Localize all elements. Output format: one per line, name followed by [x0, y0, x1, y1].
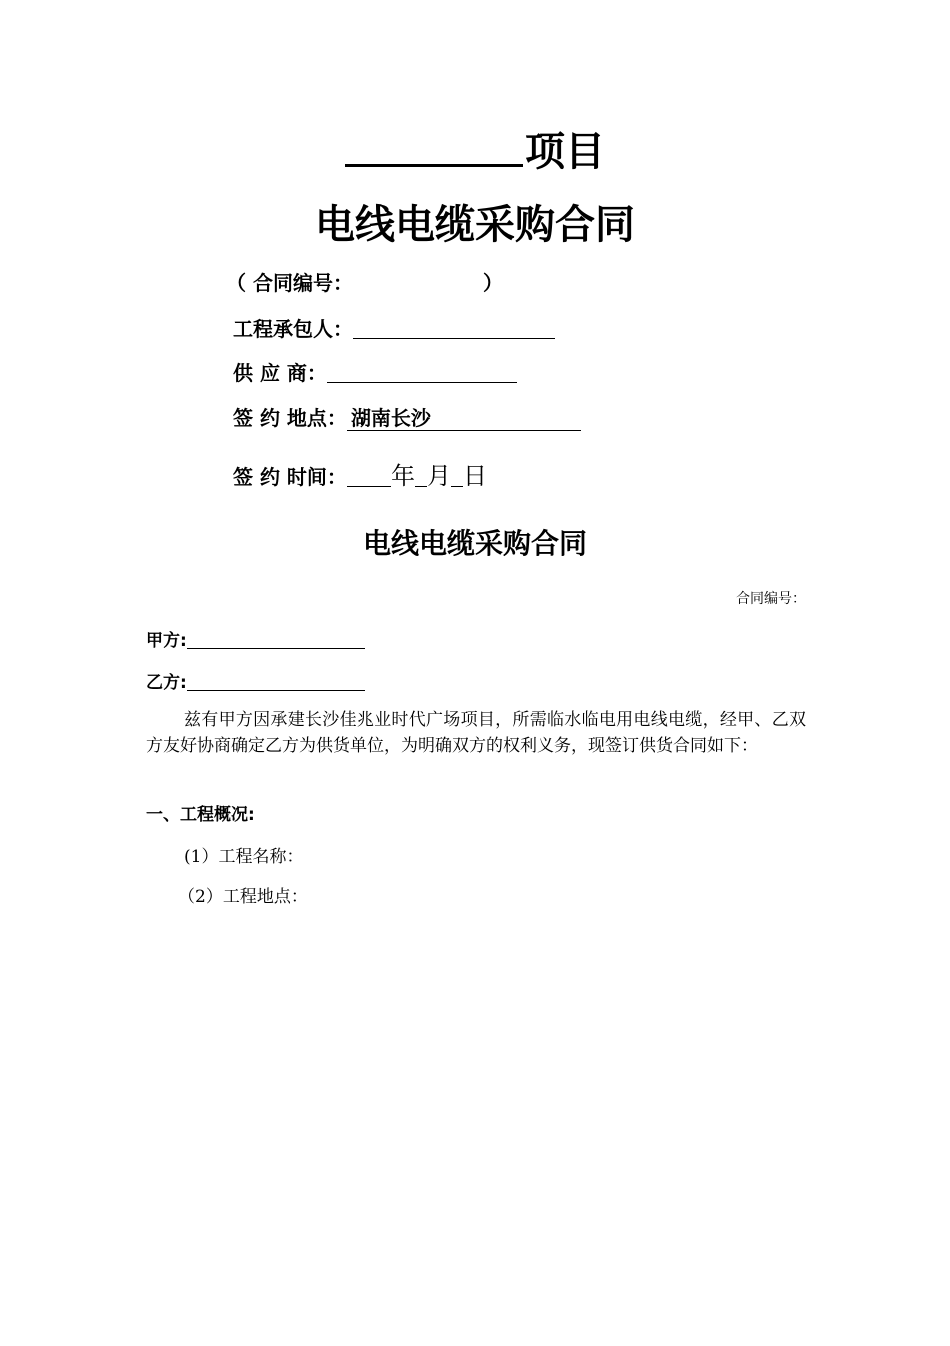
item-project-location: （2）工程地点：: [178, 887, 308, 907]
cover-main-title: 电线电缆采购合同: [315, 202, 635, 248]
time-label: 签 约 时间：: [233, 465, 347, 489]
contractor-blank: [353, 316, 555, 339]
day-blank: [451, 464, 463, 487]
cover-contract-number: [226, 267, 503, 296]
project-name-blank: [345, 124, 523, 167]
body-contract-number: 合同编号：: [736, 591, 806, 607]
party-b-row: [146, 668, 365, 693]
party-b-label: 乙方:: [146, 673, 187, 693]
supplier-label: 供 应 商：: [233, 361, 327, 385]
intro-paragraph: 兹有甲方因承建长沙佳兆业时代广场项目，所需临水临电用电线电缆，经甲、乙双方友好协商确定乙方为供货单位，为明确双方的权利义务，现签订供货合同如下：: [146, 710, 806, 756]
supplier-blank: [327, 360, 517, 383]
cover-supplier-row: [233, 357, 517, 386]
location-label: 签 约 地点：: [233, 406, 347, 430]
project-title-suffix: 项目: [525, 129, 605, 175]
contractor-label: 工程承包人：: [233, 317, 353, 341]
contract-number-open: （ 合同编号：: [226, 271, 353, 295]
cover-contractor-row: [233, 313, 555, 342]
contract-number-close: ）: [482, 271, 503, 295]
section-1-heading: 一、工程概况:: [146, 805, 255, 825]
day-label: 日: [462, 462, 487, 490]
month-blank: [415, 464, 427, 487]
party-a-row: [146, 626, 365, 651]
year-label: 年: [390, 462, 415, 490]
party-b-blank: [187, 672, 365, 691]
cover-time-row: [233, 456, 487, 491]
year-blank: [347, 464, 391, 487]
body-title: 电线电缆采购合同: [362, 527, 587, 560]
cover-location-row: [233, 402, 581, 431]
party-a-label: 甲方:: [146, 631, 187, 651]
location-value: 湖南长沙: [347, 406, 581, 431]
party-a-blank: [187, 630, 365, 649]
cover-project-title: [0, 120, 950, 177]
month-label: 月: [426, 462, 451, 490]
item-project-name: (1）工程名称：: [184, 847, 304, 867]
